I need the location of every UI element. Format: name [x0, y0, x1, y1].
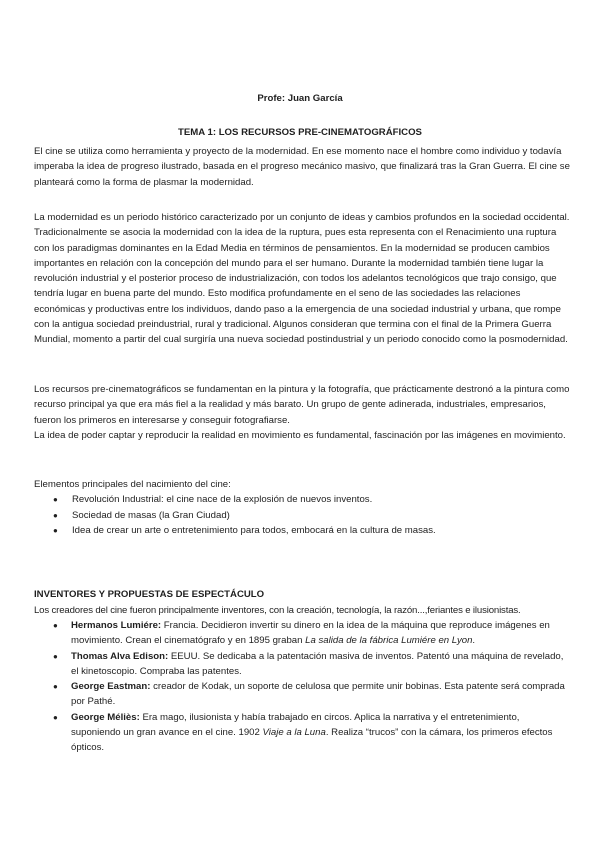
elements-section — [34, 477, 570, 538]
paragraph-text: Los recursos pre-cinematográficos se fundamentan en la pintura y la fotografía, que prácticamente destronó a la pintura como recurso principal ya que era más fiel a la realidad y más barato. Un grupo de gente adinerada, industriales, empresarios, fueron los primeros en interesarse y conseguir fotografiarse. — [34, 384, 570, 426]
elements-heading: Elementos principales del nacimiento del cine: — [34, 479, 231, 490]
resources-paragraph — [34, 382, 570, 443]
bullet-icon: ● — [53, 525, 58, 535]
list-item: ● George Méliès: Era mago, ilusionista y había trabajado en circos. Aplica la narrativa y el entretenimiento, suponiendo un gran avance en el cine. 1902 Viaje a la Luna. Realiza “trucos” con la cámara, los primeros efectos ópticos. — [53, 711, 553, 754]
inventors-intro: Los creadores del cine fueron principalmente inventores, con la creación, tecnología, la razón...,feriantes e ilusionistas. — [34, 605, 521, 616]
bullet-icon: ● — [53, 495, 58, 505]
inventor-name: George Eastman: — [71, 681, 151, 693]
inventors-list — [34, 618, 570, 756]
bullet-icon: ● — [53, 712, 58, 722]
elements-list — [34, 492, 570, 538]
inventor-name: Hermanos Lumiére: — [71, 620, 162, 631]
bullet-icon: ● — [53, 510, 58, 520]
list-item: ● Idea de crear un arte o entretenimiento para todos, embocará en la cultura de masas. — [34, 523, 570, 538]
modernity-paragraph — [34, 210, 570, 348]
bullet-icon: ● — [53, 651, 58, 661]
teacher-name: Profe: Juan García — [257, 93, 343, 104]
film-title: Viaje a la Luna — [262, 727, 326, 739]
bullet-icon: ● — [53, 682, 58, 692]
intro-paragraph — [34, 144, 570, 190]
list-item: ● Hermanos Lumiére: Francia. Decidieron invertir su dinero en la idea de la máquina que reproduce imágenes en movimiento. Crean el cinematógrafo y en 1895 graban La salida de la fábrica Lumiére en Lyon. — [53, 620, 550, 647]
section-heading: INVENTORES Y PROPUESTAS DE ESPECTÁCULO — [34, 589, 265, 600]
paragraph-text: El cine se utiliza como herramienta y proyecto de la modernidad. En ese momento nace el hombre como individuo y todavía imperaba la idea de progreso ilustrado, basada en el progreso mecánico masivo, que finalizará tras la Gran Guerra. El cine se planteará como la forma de plasmar la modernidad. — [34, 146, 570, 188]
list-item: ● Thomas Alva Edison: EEUU. Se dedicaba a la patentación masiva de inventos. Patentó una máquina de revelado, el kinetoscopio. Compraba las patentes. — [53, 650, 564, 677]
paragraph-text: La modernidad es un periodo histórico caracterizado por un conjunto de ideas y cambios profundos en la sociedad occidental. Tradicionalmente se asocia la modernidad con la idea de la ruptura, pues esta representa con el Renacimiento una ruptura con los paradigmas dominantes en la Edad Media en términos de pensamientos. En la modernidad se producen cambios importantes en relación con la concepción del mundo para el ser humano. Durante la modernidad también tiene lugar la revolución industrial y el posterior proceso de industrialización, con todos los adelantos tecnológicos que trajo consigo, que tendría lugar en buena parte del mundo. Esto modifica profundamente en el seno de las sociedades las relaciones económicas y productivas entre los individuos, dando paso a la emergencia de una sociedad industrial y urbana, que rompe con la antigua sociedad preindustrial, rural y tradicional. Algunos consideran que termina con el final de la Primera Guerra Mundial, momento a partir del cual surgiría una nueva sociedad postindustrial y un periodo conocido como la posmodernidad. — [34, 212, 570, 346]
list-item: ● Revolución Industrial: el cine nace de la explosión de nuevos inventos. — [34, 492, 570, 507]
page-title: TEMA 1: LOS RECURSOS PRE-CINEMATOGRÁFICOS — [178, 127, 422, 138]
list-item: ● Sociedad de masas (la Gran Ciudad) — [34, 508, 570, 523]
list-item: ● George Eastman: creador de Kodak, un soporte de celulosa que permite unir bobinas. Esta patente será comprada por Pathé. — [53, 681, 565, 708]
paragraph-text: La idea de poder captar y reproducir la realidad en movimiento es fundamental, fascinación por las imágenes en movimiento. — [34, 429, 566, 441]
film-title: La salida de la fábrica Lumiére en Lyon — [305, 635, 473, 647]
bullet-icon: ● — [53, 621, 58, 630]
inventor-name: George Méliès: — [71, 711, 140, 723]
inventor-name: Thomas Alva Edison: — [71, 650, 169, 662]
